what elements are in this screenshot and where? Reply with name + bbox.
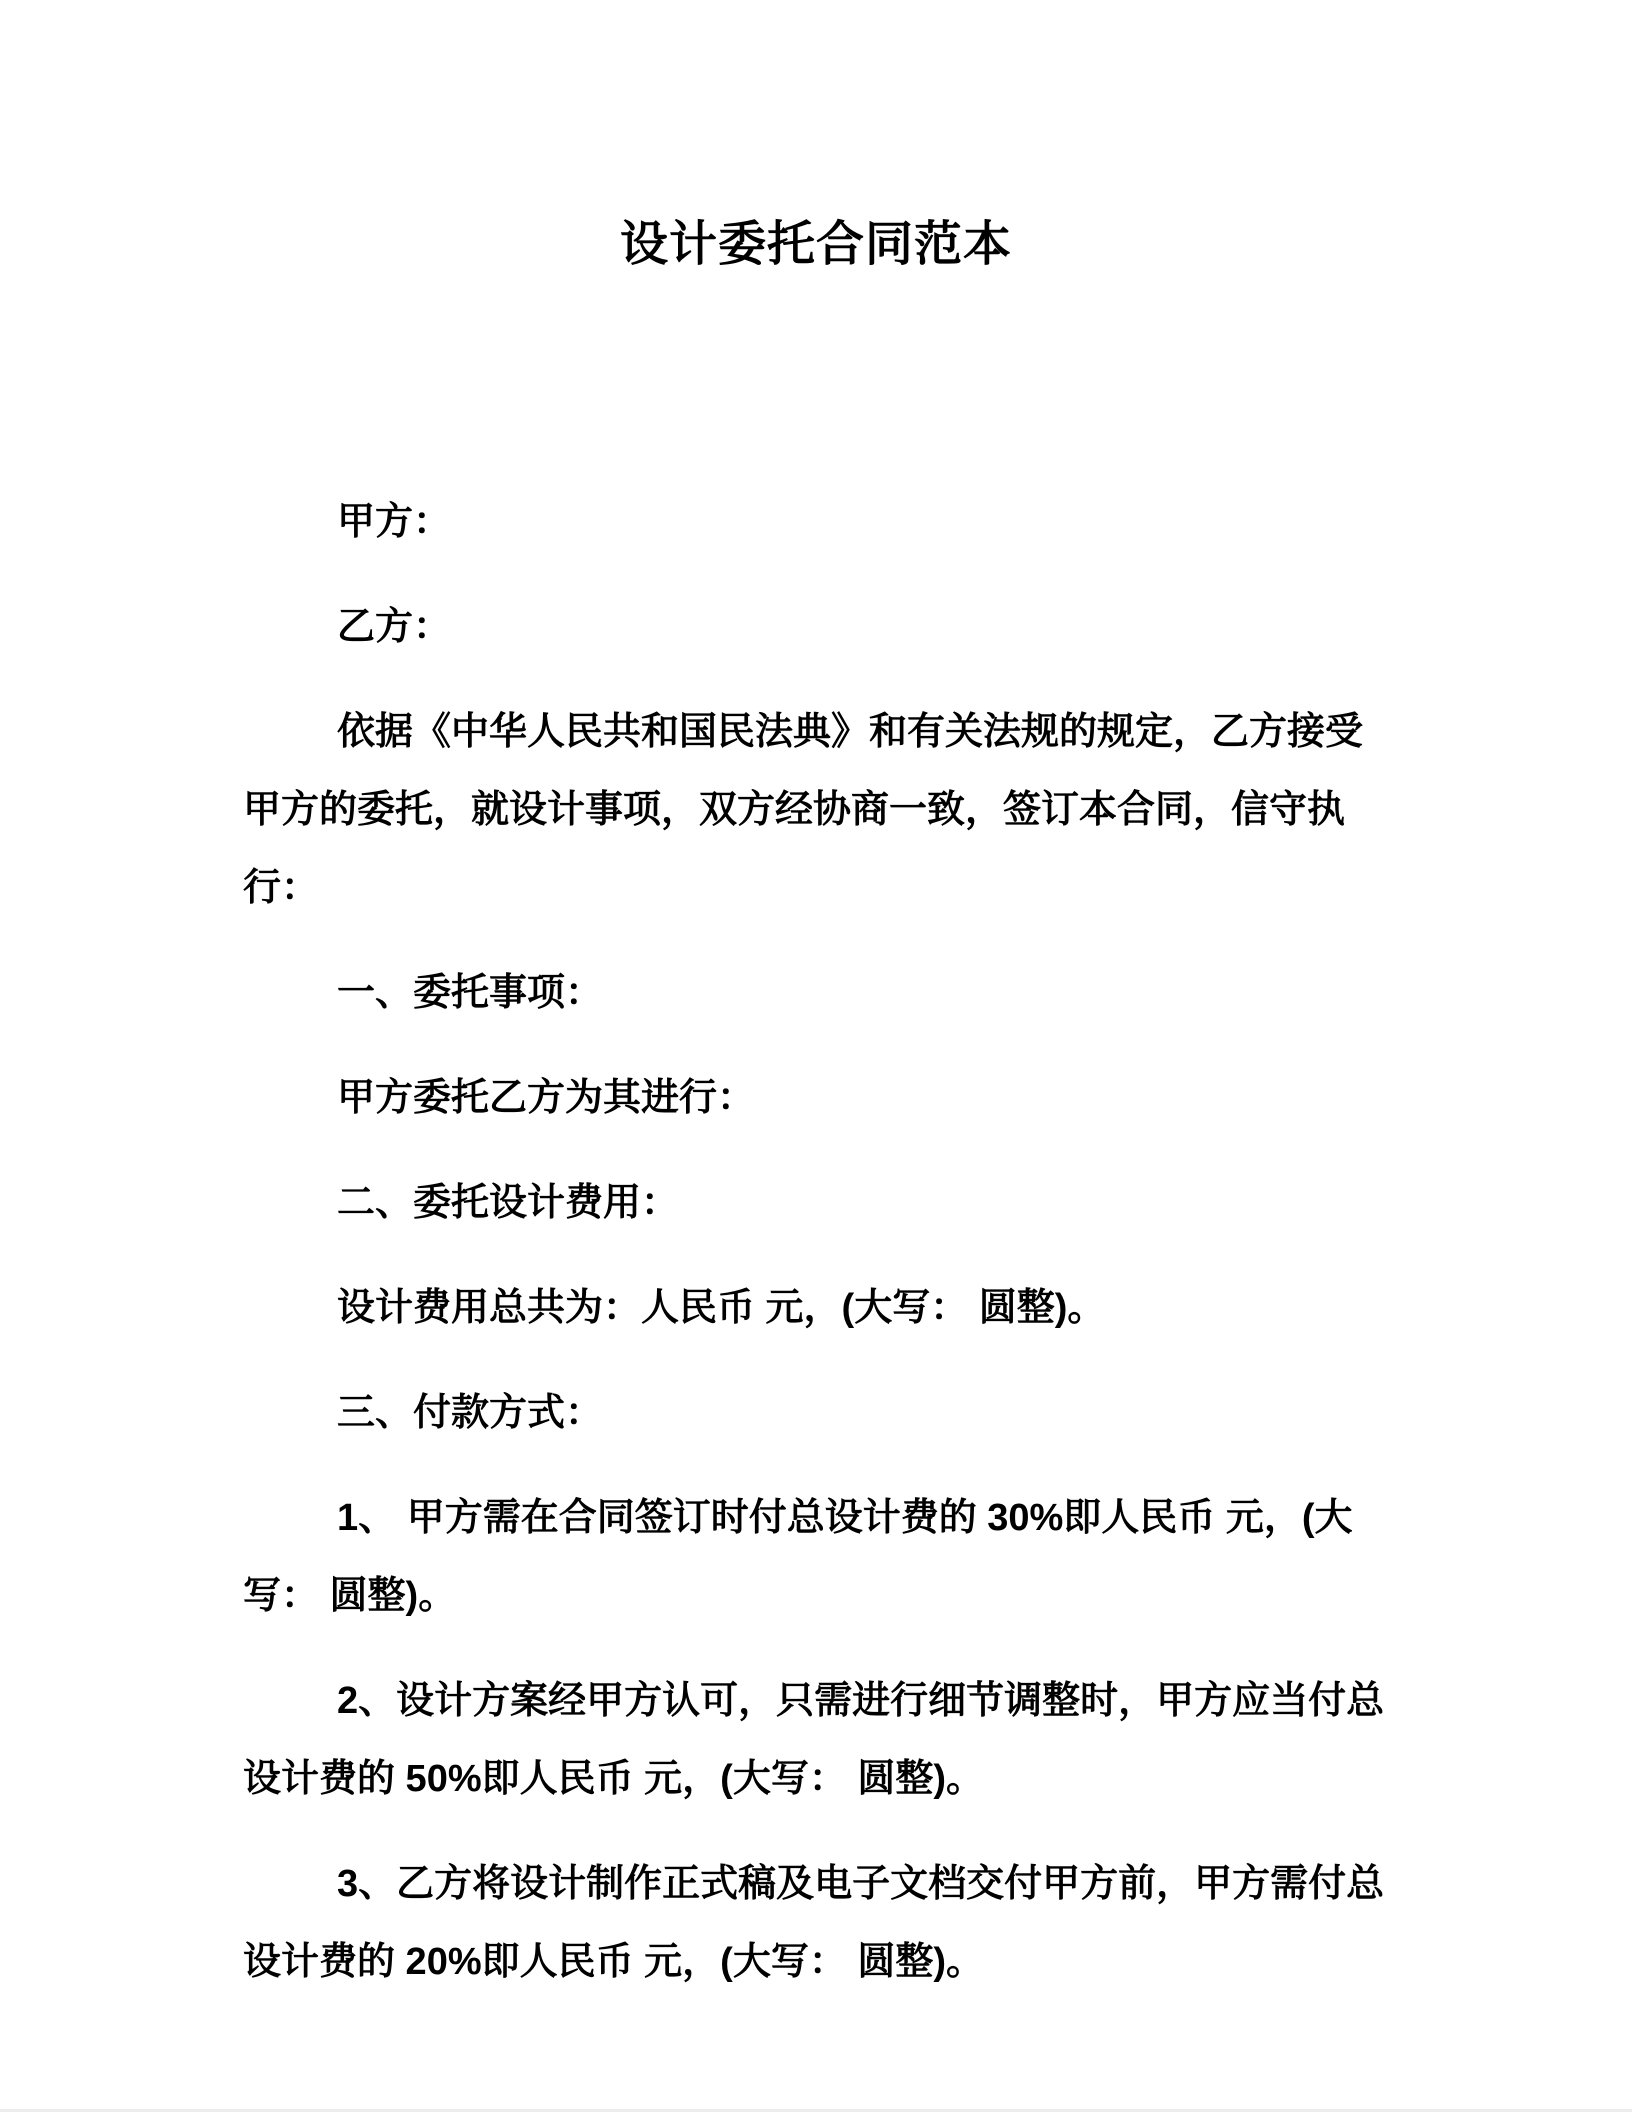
paragraph: 依据《中华人民共和国民法典》和有关法规的规定，乙方接受甲方的委托，就设计事项，双方经协商一致，签订本合同，信守执行： — [243, 711, 1364, 909]
paragraph: 三、付款方式： — [337, 1392, 604, 1434]
paragraph: 1、 甲方需在合同签订时付总设计费的 30%即人民币 元，(大写： 圆整)。 — [243, 1497, 1353, 1617]
paragraph: 甲方委托乙方为其进行： — [337, 1077, 756, 1119]
paragraph: 一、委托事项： — [337, 972, 604, 1014]
paragraph: 二、委托设计费用： — [337, 1182, 680, 1224]
document-body — [243, 483, 1393, 2001]
paragraph: 3、乙方将设计制作正式稿及电子文档交付甲方前，甲方需付总设计费的 20%即人民币 元，(大写： 圆整)。 — [243, 1863, 1385, 1983]
paragraph: 乙方： — [337, 606, 452, 648]
paragraph: 设计费用总共为：人民币 元，(大写： 圆整)。 — [337, 1287, 1106, 1329]
paragraph: 2、设计方案经甲方认可，只需进行细节调整时，甲方应当付总设计费的 50%即人民币 元，(大写： 圆整)。 — [243, 1680, 1385, 1800]
document-title: 设计委托合同范本 — [619, 218, 1012, 271]
paragraph: 甲方： — [337, 501, 452, 543]
